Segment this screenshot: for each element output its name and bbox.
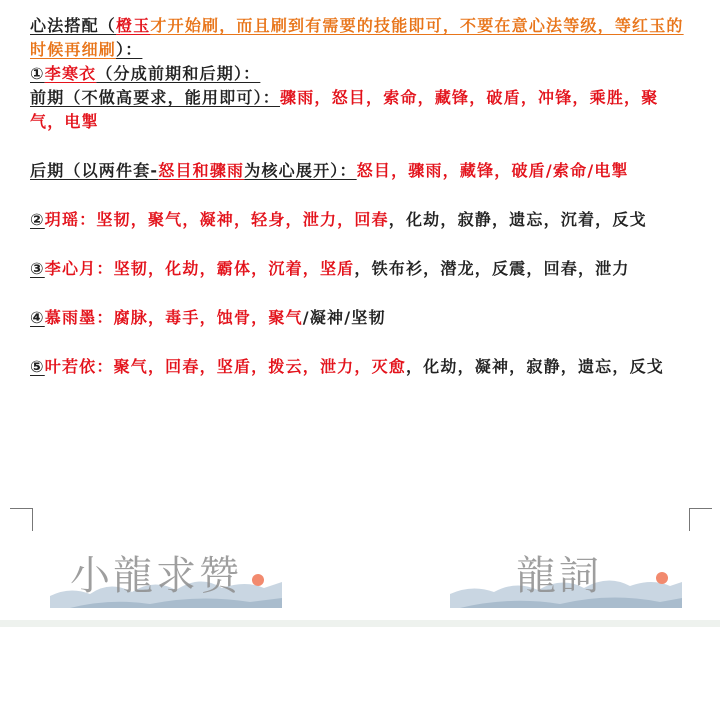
bottom-divider-band <box>0 620 720 627</box>
section-4-colon: ： <box>96 308 114 327</box>
section-3-colon: ： <box>96 259 114 278</box>
section-5 <box>30 355 692 379</box>
page-margin-corner-left <box>10 508 33 531</box>
early-skills: 骤雨，怒目，索命，藏锋，破盾，冲锋，乘胜，聚气，电掣 <box>30 88 659 131</box>
section-2 <box>30 208 692 232</box>
intro-paragraph <box>30 14 692 62</box>
late-label-c: 为核心展开）： <box>244 161 357 180</box>
intro-text-1: 心法搭配（ <box>30 16 117 35</box>
section-4 <box>30 306 692 330</box>
intro-text-3: ，而且刷到有需要的技能即可，不要在意心法等级，等红玉的时候再细刷 <box>30 16 684 59</box>
watermark-left-text: 小龍求赞 <box>70 553 242 599</box>
section-5-number: ⑤ <box>30 357 45 376</box>
watermark-right-text: 龍詞 <box>516 553 602 599</box>
section-1-note: （分成前期和后期）： <box>96 64 261 83</box>
section-3-core-skills: 坚韧，化劫，霸体，沉着，坚盾 <box>113 259 355 278</box>
intro-text-2: 才开始刷 <box>150 16 220 35</box>
watermark-right <box>450 540 682 608</box>
section-1-heading <box>30 62 692 86</box>
section-2-other-skills: ，化劫，寂静，遗忘，沉着，反戈 <box>388 210 647 229</box>
section-5-other-skills: ，化劫，凝神，寂静，遗忘，反戈 <box>405 357 664 376</box>
section-2-name: 玥瑶 <box>44 210 80 229</box>
late-label-core: 怒目和骤雨 <box>158 161 245 180</box>
section-3 <box>30 257 692 281</box>
section-4-number: ④ <box>30 308 45 327</box>
watermark-left <box>50 540 282 608</box>
intro-orange-jade: 橙玉 <box>116 16 151 35</box>
section-3-number: ③ <box>30 259 45 278</box>
late-skills: 怒目，骤雨，藏锋，破盾/索命/电掣 <box>356 161 629 180</box>
section-1-number: ① <box>30 64 45 83</box>
section-3-other-skills: ，铁布衫，潜龙，反震，回春，泄力 <box>354 259 630 278</box>
section-2-number: ② <box>30 210 45 229</box>
section-4-name: 慕雨墨 <box>44 308 97 327</box>
late-label-a: 后期（以两件套- <box>30 161 159 180</box>
section-5-name: 叶若依 <box>44 357 97 376</box>
page-margin-corner-right <box>689 508 712 531</box>
section-1-late <box>30 159 692 183</box>
section-4-core-skills: 腐脉，毒手，蚀骨，聚气 <box>113 308 303 327</box>
document-body <box>30 14 692 379</box>
section-2-colon: ： <box>79 210 97 229</box>
section-4-other-skills: /凝神/坚韧 <box>302 308 386 327</box>
section-5-core-skills: 聚气，回春，坚盾，拨云，泄力，灭愈 <box>113 357 406 376</box>
section-2-core-skills: 坚韧，聚气，凝神，轻身，泄力，回春 <box>96 210 389 229</box>
section-1-name: 李寒衣 <box>44 64 97 83</box>
section-3-name: 李心月 <box>44 259 97 278</box>
intro-text-4: ）： <box>116 40 143 59</box>
section-1-early <box>30 86 692 134</box>
early-label: 前期（不做高要求，能用即可）： <box>30 88 281 107</box>
section-5-colon: ： <box>96 357 114 376</box>
